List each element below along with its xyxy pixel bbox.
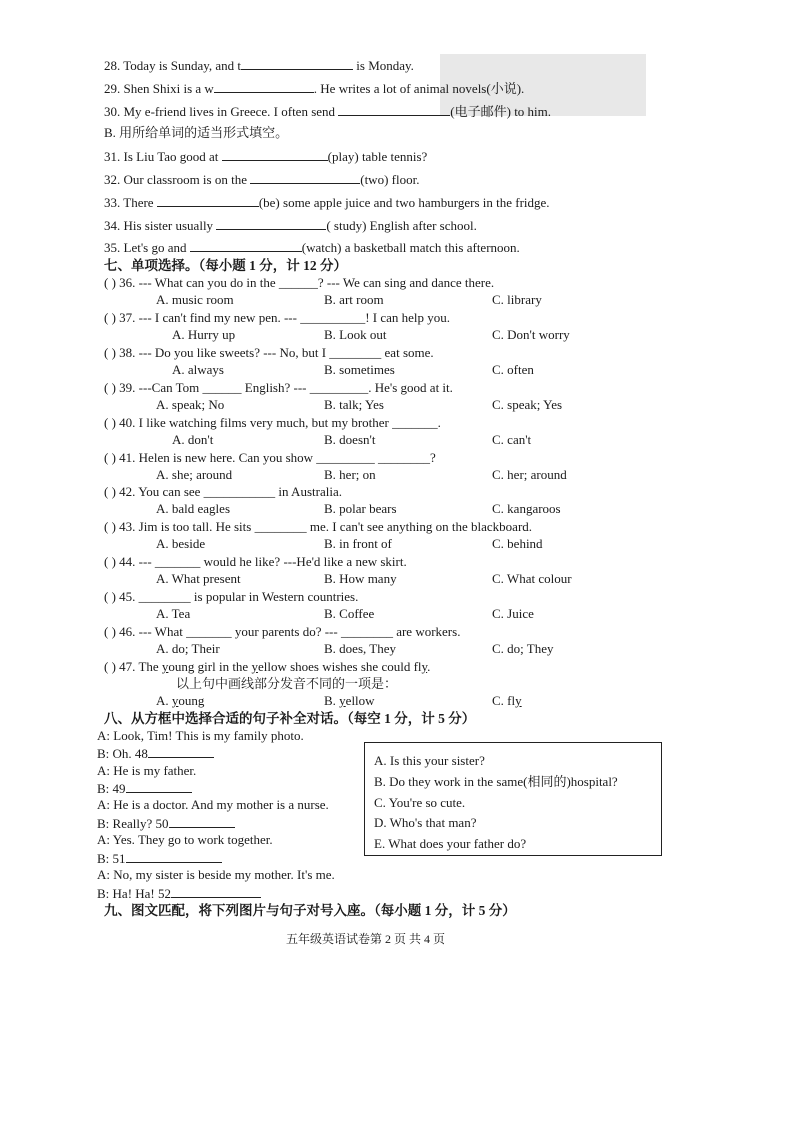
mc-question-36: ( ) 36. --- What can you do in the ______? --- We can sing and dance there. bbox=[104, 275, 495, 290]
answer-blank[interactable] bbox=[241, 57, 353, 70]
answer-blank[interactable] bbox=[216, 217, 326, 230]
box-option-e: E. What does your father do? bbox=[374, 836, 527, 851]
mc-question-45: ( ) 45. ________ is popular in Western countries. bbox=[104, 589, 359, 604]
word-form-33: 33. There (be) some apple juice and two hamburgers in the fridge. bbox=[104, 195, 550, 210]
option-a: A. speak; No bbox=[156, 397, 225, 412]
option-a: A. bald eagles bbox=[156, 501, 231, 516]
option-b: B. talk; Yes bbox=[324, 397, 384, 412]
option-c: C. speak; Yes bbox=[492, 397, 563, 412]
section-8-title: 八、从方框中选择合适的句子补全对话。（每空 1 分，计 5 分） bbox=[104, 711, 476, 726]
answer-blank[interactable] bbox=[338, 103, 450, 116]
option-c: C. behind bbox=[492, 536, 543, 551]
mc-question-40: ( ) 40. I like watching films very much, but my brother _______. bbox=[104, 415, 441, 430]
answer-blank[interactable] bbox=[222, 148, 328, 161]
option-b: B. art room bbox=[324, 292, 384, 307]
mc-question-37: ( ) 37. --- I can't find my new pen. --- __________! I can help you. bbox=[104, 310, 451, 325]
option-b: B. sometimes bbox=[324, 362, 395, 377]
answer-blank[interactable] bbox=[148, 745, 214, 758]
section-b-title: B. 用所给单词的适当形式填空。 bbox=[104, 125, 289, 140]
box-option-b: B. Do they work in the same(相同的)hospital? bbox=[374, 774, 618, 789]
option-a: A. Tea bbox=[156, 606, 191, 621]
option-c: C. fly bbox=[492, 693, 522, 708]
answer-paren[interactable]: ( ) bbox=[104, 380, 116, 395]
option-a: A. music room bbox=[156, 292, 234, 307]
mc-question-47: ( ) 47. The young girl in the yellow shoes wishes she could fly. bbox=[104, 659, 431, 674]
dialog-line: B: Oh. 48 bbox=[97, 745, 214, 762]
fill-in-28: 28. Today is Sunday, and t is Monday. bbox=[104, 58, 414, 73]
option-a: A. always bbox=[172, 362, 224, 377]
option-c: C. Juice bbox=[492, 606, 534, 621]
dialog-line: B: Really? 50 bbox=[97, 815, 235, 832]
answer-blank[interactable] bbox=[171, 885, 261, 898]
dialog-line: A: Yes. They go to work together. bbox=[97, 832, 273, 847]
mc-question-42: ( ) 42. You can see ___________ in Australia. bbox=[104, 484, 342, 499]
option-b: B. yellow bbox=[324, 693, 375, 708]
option-c: C. What colour bbox=[492, 571, 572, 586]
answer-blank[interactable] bbox=[250, 171, 360, 184]
mc-question-43: ( ) 43. Jim is too tall. He sits ________ me. I can't see anything on the blackboard. bbox=[104, 519, 533, 534]
option-c: C. can't bbox=[492, 432, 532, 447]
answer-paren[interactable]: ( ) bbox=[104, 624, 116, 639]
options-box bbox=[364, 742, 662, 856]
mc-question-39: ( ) 39. ---Can Tom ______ English? --- _________. He's good at it. bbox=[104, 380, 453, 395]
option-b: B. Coffee bbox=[324, 606, 375, 621]
answer-paren[interactable]: ( ) bbox=[104, 310, 116, 325]
option-b: B. Look out bbox=[324, 327, 387, 342]
option-b: B. polar bears bbox=[324, 501, 397, 516]
answer-paren[interactable]: ( ) bbox=[104, 275, 116, 290]
answer-blank[interactable] bbox=[157, 194, 259, 207]
answer-paren[interactable]: ( ) bbox=[104, 554, 116, 569]
option-a: A. What present bbox=[156, 571, 241, 586]
option-a: A. Hurry up bbox=[172, 327, 236, 342]
option-b: B. How many bbox=[324, 571, 397, 586]
answer-paren[interactable]: ( ) bbox=[104, 415, 116, 430]
box-option-a: A. Is this your sister? bbox=[374, 753, 485, 768]
option-c: C. her; around bbox=[492, 467, 567, 482]
option-b: B. doesn't bbox=[324, 432, 376, 447]
answer-paren[interactable]: ( ) bbox=[104, 484, 116, 499]
dialog-line: A: Look, Tim! This is my family photo. bbox=[97, 728, 304, 743]
dialog-line: A: He is my father. bbox=[97, 763, 197, 778]
answer-paren[interactable]: ( ) bbox=[104, 519, 116, 534]
dialog-line: A: No, my sister is beside my mother. It's me. bbox=[97, 867, 335, 882]
answer-blank[interactable] bbox=[126, 850, 222, 863]
option-c: C. do; They bbox=[492, 641, 554, 656]
option-c: C. Don't worry bbox=[492, 327, 570, 342]
fill-in-30: 30. My e-friend lives in Greece. I often send (电子邮件) to him. bbox=[104, 104, 552, 119]
word-form-32: 32. Our classroom is on the (two) floor. bbox=[104, 172, 420, 187]
answer-paren[interactable]: ( ) bbox=[104, 345, 116, 360]
q47-instruction: 以上句中画线部分发音不同的一项是： bbox=[176, 676, 398, 691]
section-7-title: 七、单项选择。（每小题 1 分，计 12 分） bbox=[104, 258, 347, 273]
option-a: A. she; around bbox=[156, 467, 233, 482]
mc-question-41: ( ) 41. Helen is new here. Can you show _________ ________? bbox=[104, 450, 436, 465]
option-a: A. beside bbox=[156, 536, 206, 551]
mc-question-38: ( ) 38. --- Do you like sweets? --- No, but I ________ eat some. bbox=[104, 345, 434, 360]
fill-in-29: 29. Shen Shixi is a w . He writes a lot of animal novels(小说). bbox=[104, 81, 525, 96]
answer-blank[interactable] bbox=[169, 815, 235, 828]
option-c: C. kangaroos bbox=[492, 501, 561, 516]
answer-blank[interactable] bbox=[214, 80, 314, 93]
answer-paren[interactable]: ( ) bbox=[104, 589, 116, 604]
mc-question-46: ( ) 46. --- What _______ your parents do? --- ________ are workers. bbox=[104, 624, 461, 639]
answer-paren[interactable]: ( ) bbox=[104, 659, 116, 674]
dialog-line: B: 51 bbox=[97, 850, 222, 867]
dialog-line: B: 49 bbox=[97, 780, 192, 797]
dialog-line: B: Ha! Ha! 52 bbox=[97, 885, 261, 902]
word-form-35: 35. Let's go and (watch) a basketball match this afternoon. bbox=[104, 240, 520, 255]
mc-question-44: ( ) 44. --- _______ would he like? ---He'd like a new skirt. bbox=[104, 554, 407, 569]
option-c: C. often bbox=[492, 362, 534, 377]
dialog-line: A: He is a doctor. And my mother is a nurse. bbox=[97, 797, 329, 812]
option-b: B. in front of bbox=[324, 536, 392, 551]
option-b: B. her; on bbox=[324, 467, 376, 482]
option-b: B. does, They bbox=[324, 641, 396, 656]
option-a: A. don't bbox=[172, 432, 214, 447]
box-option-d: D. Who's that man? bbox=[374, 815, 477, 830]
word-form-31: 31. Is Liu Tao good at (play) table tennis? bbox=[104, 149, 428, 164]
option-a: A. do; Their bbox=[156, 641, 220, 656]
answer-blank[interactable] bbox=[126, 780, 192, 793]
answer-paren[interactable]: ( ) bbox=[104, 450, 116, 465]
answer-blank[interactable] bbox=[190, 239, 302, 252]
option-a: A. young bbox=[156, 693, 205, 708]
option-c: C. library bbox=[492, 292, 542, 307]
box-option-c: C. You're so cute. bbox=[374, 795, 466, 810]
section-9-title: 九、图文匹配，将下列图片与句子对号入座。（每小题 1 分，计 5 分） bbox=[104, 903, 516, 918]
word-form-34: 34. His sister usually ( study) English after school. bbox=[104, 218, 477, 233]
page-footer: 五年级英语试卷第 2 页 共 4 页 bbox=[286, 932, 446, 946]
